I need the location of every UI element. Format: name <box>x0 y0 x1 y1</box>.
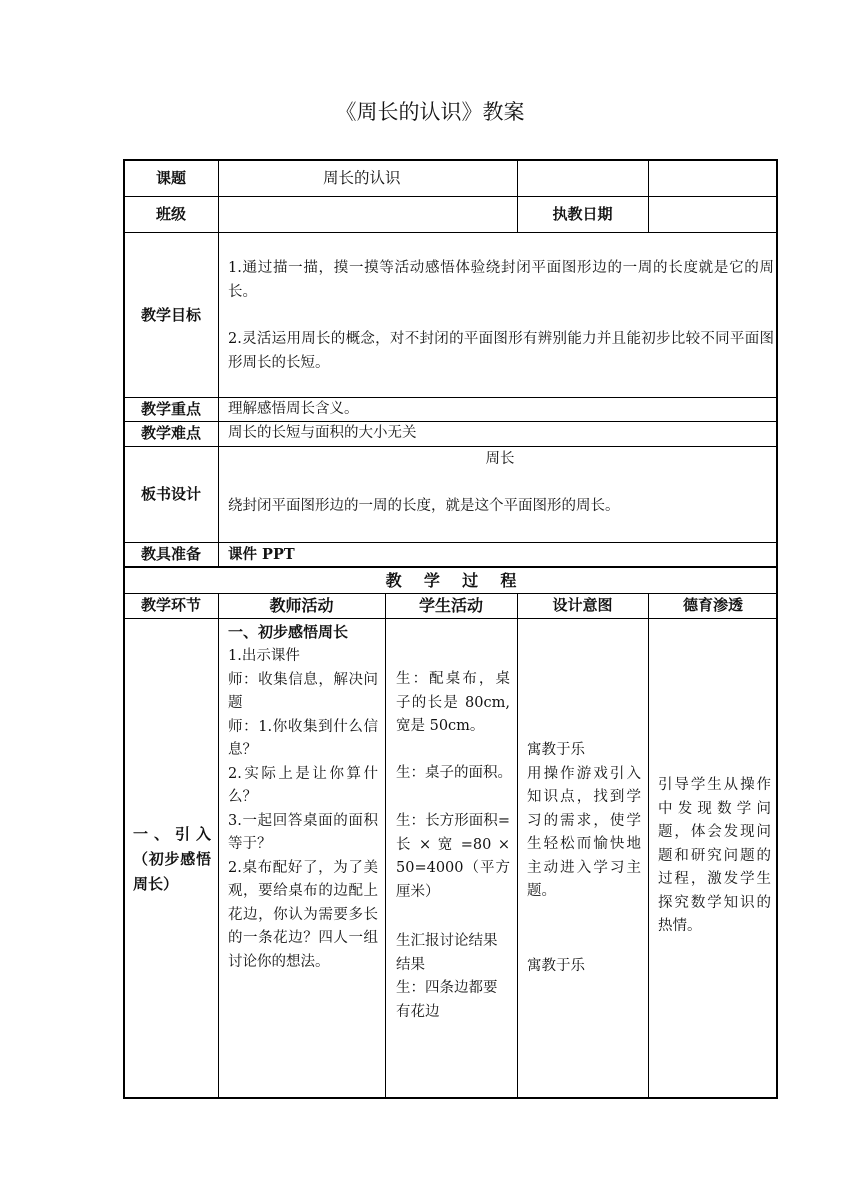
row-divider <box>124 232 778 233</box>
student-activity-1: 生：配桌布，桌子的长是 80cm, 宽是 50cm。 <box>396 671 510 734</box>
goal-1: 1.通过描一描，摸一摸等活动感悟体验绕封闭平面图形边的一周的长度就是它的周长。 <box>228 260 774 300</box>
date-label: 执教日期 <box>552 205 613 223</box>
key-point-value: 理解感悟周长含义。 <box>228 401 359 417</box>
difficulty-label: 教学难点 <box>140 424 201 442</box>
goals-label: 教学目标 <box>140 306 201 324</box>
column-divider <box>218 160 219 566</box>
row-divider <box>124 421 778 422</box>
class-label: 班级 <box>155 205 186 223</box>
board-title: 周长 <box>485 451 515 467</box>
column-divider <box>648 593 649 1098</box>
row-divider <box>124 566 778 568</box>
tools-value: 课件 PPT <box>228 546 295 563</box>
student-activity-2: 生：桌子的面积。 <box>396 765 512 781</box>
row-divider <box>124 618 778 619</box>
row-divider <box>124 446 778 447</box>
teacher-heading: 一、初步感悟周长 <box>228 623 349 641</box>
col-student-header: 学生活动 <box>418 596 483 615</box>
row-divider <box>124 397 778 398</box>
board-design-label: 板书设计 <box>140 485 201 503</box>
topic-value: 周长的认识 <box>323 169 401 187</box>
topic-label: 课题 <box>155 169 186 187</box>
board-text: 绕封闭平面图形边的一周的长度，就是这个平面图形的周长。 <box>228 498 620 514</box>
column-divider <box>648 160 649 232</box>
moral-education: 引导学生从操作中发现数学问题，体会发现问题和研究问题的过程，激发学生探究数学知识的热情。 <box>658 777 771 934</box>
row-divider <box>124 542 778 543</box>
process-heading: 教 学 过 程 <box>385 571 517 590</box>
col-design-header: 设计意图 <box>552 596 613 614</box>
column-divider <box>517 593 518 1098</box>
design-intent-2: 寓教于乐 <box>527 958 585 974</box>
key-point-label: 教学重点 <box>140 400 201 418</box>
document-title: 《周长的认识》教案 <box>335 100 525 124</box>
student-activity-3: 生：长方形面积=长 × 宽 =80 × 50=4000（平方厘米） <box>396 813 510 900</box>
design-intent: 寓教于乐 用操作游戏引入知识点，找到学习的需求，使学生轻松而愉快地主动进入学习主题。 <box>527 742 641 899</box>
tools-label: 教具准备 <box>140 545 201 563</box>
col-moral-header: 德育渗透 <box>682 596 743 614</box>
student-activity-4: 生汇报讨论结果结果 生：四条边都要有花边 <box>396 933 498 1020</box>
column-divider <box>385 593 386 1098</box>
row-divider <box>124 196 778 197</box>
stage-cell: 一、引入（初步感悟周长） <box>133 825 211 893</box>
difficulty-value: 周长的长短与面积的大小无关 <box>228 425 417 441</box>
col-stage-header: 教学环节 <box>140 596 201 614</box>
teacher-activity: 1.出示课件 师：收集信息，解决问题 师：1.你收集到什么信息？ 2.实际上是让你算什么？ 3.一起回答桌面的面积等于？ 2.桌布配好了，为了美观，要给桌布的边配上花边，你认为需要多长的一条花边？四人一组讨论你的想法。 <box>228 648 378 970</box>
goal-2: 2.灵活运用周长的概念，对不封闭的平面图形有辨别能力并且能初步比较不同平面图形周长的长短。 <box>228 331 774 371</box>
col-teacher-header: 教师活动 <box>269 596 334 615</box>
column-divider <box>218 593 219 1098</box>
